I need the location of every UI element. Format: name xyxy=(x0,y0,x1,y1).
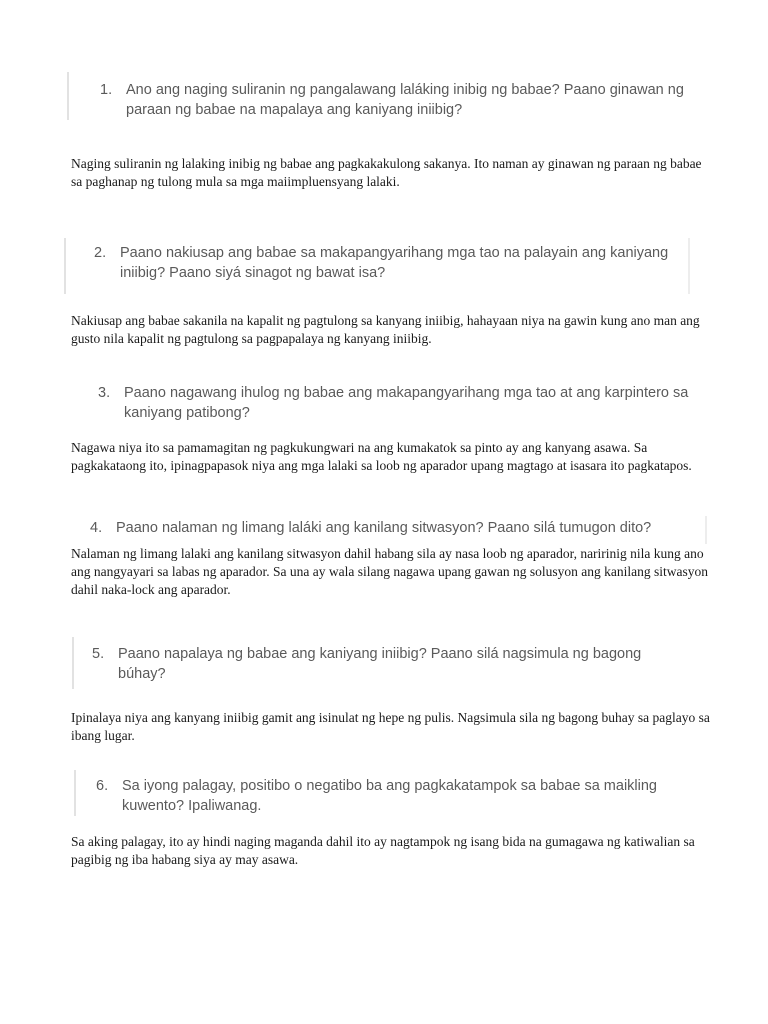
question-6-left-border xyxy=(74,770,76,816)
question-6-number: 6. xyxy=(96,778,109,794)
answer-2: Nakiusap ang babae sakanila na kapalit ng pagtulong sa kanyang iniibig, hahayaan niya na gawin kung ano man ang gusto nila kapalit ng pagtulong sa pagpapalaya ng kanyang iniibig. xyxy=(71,313,700,346)
question-1-number: 1. xyxy=(100,82,113,98)
question-6 xyxy=(90,776,690,816)
answer-3: Nagawa niya ito sa pamamagitan ng pagkukungwari na ang kumakatok sa pinto ay ang kanyang asawa. Sa pagkakataong ito, ipinagpapasok niya ang mga lalaki sa loob ng aparador upang magtago at isasara ito pagkatapos. xyxy=(71,440,692,473)
answer-4: Nalaman ng limang lalaki ang kanilang sitwasyon dahil habang sila ay nasa loob ng aparador, naririnig nila kung ano ang nangyayari sa labas ng aparador. Sa una ay wala silang nagawa upang gawan ng solusyon ang kanilang sitwasyon dahil naka-lock ang aparador. xyxy=(71,546,708,597)
answer-6: Sa aking palagay, ito ay hindi naging maganda dahil ito ay nagtampok ng isang bida na gumagawa ng katiwalian sa pagibig ng iba habang siya ay may asawa. xyxy=(71,834,695,867)
question-6-text: Sa iyong palagay, positibo o negatibo ba ang pagkakatampok sa babae sa maikling kuwento? Ipaliwanag. xyxy=(122,778,657,814)
question-4-right-border xyxy=(705,516,707,544)
answer-5: Ipinalaya niya ang kanyang iniibig gamit ang isinulat ng hepe ng pulis. Nagsimula sila ng bagong buhay sa paglayo sa ibang lugar. xyxy=(71,710,710,743)
answer-1: Naging suliranin ng lalaking inibig ng babae ang pagkakakulong sakanya. Ito naman ay ginawan ng paraan ng babae sa paghanap ng tulong mula sa mga maiimpluensyang lalaki. xyxy=(71,156,702,189)
question-5-number: 5. xyxy=(92,646,105,662)
question-3-text: Paano nagawang ihulog ng babae ang makapangyarihang mga tao at ang karpintero sa kaniyang patibong? xyxy=(124,385,689,421)
question-5 xyxy=(86,644,686,684)
question-2-right-border xyxy=(688,238,690,294)
question-4 xyxy=(84,518,704,538)
question-3 xyxy=(92,383,692,423)
question-1 xyxy=(94,80,694,120)
question-1-text: Ano ang naging suliranin ng pangalawang laláking inibig ng babae? Paano ginawan ng paraan ng babae na mapalaya ang kaniyang iniibig? xyxy=(126,82,684,118)
question-1-left-border xyxy=(67,72,69,120)
question-2-text: Paano nakiusap ang babae sa makapangyarihang mga tao na palayain ang kaniyang iniibig? Paano siyá sinagot ng bawat isa? xyxy=(120,245,669,281)
question-4-number: 4. xyxy=(90,520,103,536)
question-3-number: 3. xyxy=(98,385,111,401)
question-2 xyxy=(88,243,684,283)
question-5-text: Paano napalaya ng babae ang kaniyang iniibig? Paano silá nagsimula ng bagong búhay? xyxy=(118,646,642,682)
question-5-left-border xyxy=(72,637,74,689)
question-2-left-border xyxy=(64,238,66,294)
question-4-text: Paano nalaman ng limang laláki ang kanilang sitwasyon? Paano silá tumugon dito? xyxy=(116,520,652,536)
question-2-number: 2. xyxy=(94,245,107,261)
